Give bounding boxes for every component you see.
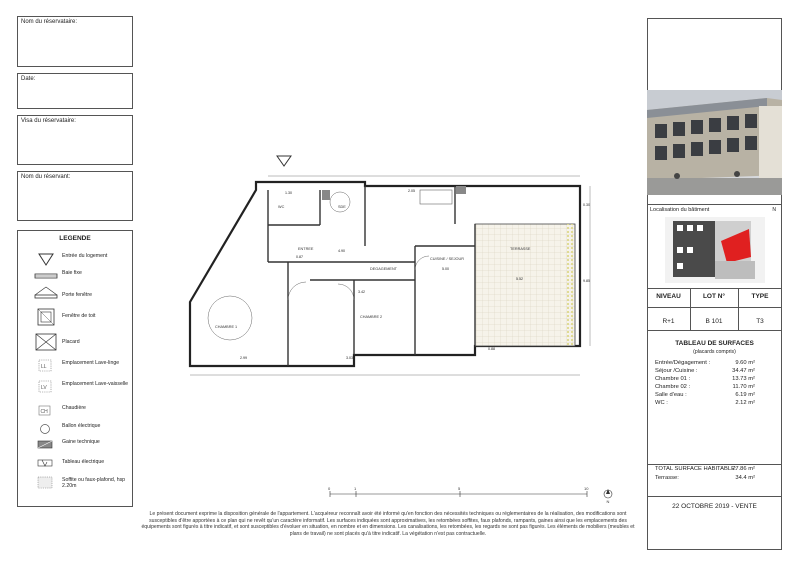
value-lot: B 101 xyxy=(705,318,723,325)
total-value: 77.86 m² xyxy=(732,466,755,472)
surface-value: 9.60 m² xyxy=(735,360,755,366)
terrace-value: 34.4 m² xyxy=(735,475,755,481)
reservant-name-label: Nom du réservant: xyxy=(21,174,71,180)
surface-label: Chambre 01 : xyxy=(655,376,691,382)
legend-item-french-door xyxy=(18,285,132,305)
room-wc: WC xyxy=(278,205,285,209)
room-sejour: CUISINE / SEJOUR xyxy=(430,257,464,261)
room-entree: ENTREE xyxy=(298,247,314,251)
surface-label: Salle d'eau : xyxy=(655,392,687,398)
closet-icon xyxy=(34,333,58,351)
legend-label: Porte fenêtre xyxy=(62,292,92,298)
surface-value: 6.19 m² xyxy=(735,392,755,398)
header-niveau: NIVEAU xyxy=(656,293,681,300)
location-section xyxy=(647,204,782,288)
location-map xyxy=(665,217,765,283)
room-terrasse: TERRASSE xyxy=(510,247,531,251)
surface-label: Séjour /Cuisine : xyxy=(655,368,698,374)
legend-item-electrical-panel xyxy=(18,457,132,477)
legend-label: Tableau électrique xyxy=(62,459,105,465)
legend-panel xyxy=(17,230,133,507)
divider xyxy=(647,307,782,308)
dim-label: 2.99 xyxy=(240,356,247,360)
duct-block xyxy=(322,190,330,200)
north-label: N xyxy=(606,499,610,504)
date-line: 22 OCTOBRE 2019 - VENTE xyxy=(672,503,757,510)
surfaces-subtitle: (placards compris) xyxy=(693,349,736,355)
terrace-row xyxy=(655,475,765,481)
svg-text:LV: LV xyxy=(41,385,47,391)
scale-label: 1 xyxy=(354,486,357,491)
divider xyxy=(647,464,782,465)
dim-label: 0.30 xyxy=(583,203,590,207)
svg-text:CH: CH xyxy=(40,409,48,415)
legend-label: Gaine technique xyxy=(62,439,100,445)
room-degagement: DEGAGEMENT xyxy=(370,267,398,271)
surface-row xyxy=(655,392,765,400)
duct-block xyxy=(456,186,466,194)
date-label: Date: xyxy=(21,76,36,82)
dim-label: 0.88 xyxy=(488,347,495,351)
svg-text:LL: LL xyxy=(41,364,47,370)
surface-value: 34.47 m² xyxy=(732,368,755,374)
total-label: TOTAL SURFACE HABITABLE: xyxy=(655,466,737,472)
disclaimer-text: Le présent document exprime la disposition générale de l'appartement. L'acquéreur reconnaît avoir été informé qu'en fonction des nécessités techniques ou réglementaires de la réalisation, des modifications sont susceptibles d'être apportées à ce plan qui ne revêt qu'un caractère informatif. Les surfaces indiquées sont approximatives, les retombées soffites, faux plafonds, rampants, gaines ainsi que les emplacements des équipements sont figurés à titre indicatif, et sont susceptibles d'évoluer en situation, en nombre et en dimensions. Les canalisations, les retombées, les regards ne sont pas figurés. Les éléments de mobiliers (meubles et plans de travail) ne sont placés qu'à titre indicatif. La végétation n'est pas contractuelle. xyxy=(141,511,635,537)
surface-row xyxy=(655,400,765,408)
value-niveau: R+1 xyxy=(662,318,675,325)
legend-label: Soffite ou faux-plafond, hsp 2.20m xyxy=(62,477,126,490)
north-icon: N xyxy=(772,207,776,213)
building-photo xyxy=(647,90,782,195)
surface-row xyxy=(655,384,765,392)
reservant-name-box[interactable] xyxy=(17,171,133,221)
french-door-icon xyxy=(34,285,58,303)
roof-window-icon xyxy=(34,308,58,326)
dim-label: 3.03 xyxy=(346,356,353,360)
terrace-area xyxy=(475,224,575,346)
scale-label: 0 xyxy=(328,486,331,491)
dim-label: 4.90 xyxy=(338,249,345,253)
value-type: T3 xyxy=(756,318,764,325)
dim-label: 0.87 xyxy=(296,255,303,259)
room-sde: SDE xyxy=(338,205,346,209)
scale-label: 10 xyxy=(584,486,589,491)
scale-label: 5 xyxy=(458,486,461,491)
legend-title: LEGENDE xyxy=(59,235,91,242)
reservataire-name-box[interactable] xyxy=(17,16,133,67)
divider xyxy=(647,496,782,497)
dim-label: 5.00 xyxy=(442,267,449,271)
surface-row xyxy=(655,376,765,384)
scale-bar xyxy=(322,484,622,504)
legend-label: Fenêtre de toit xyxy=(62,313,96,319)
technical-duct-icon xyxy=(34,437,58,455)
surface-value: 13.73 m² xyxy=(732,376,755,382)
fixed-window-icon xyxy=(34,268,58,286)
visa-box[interactable] xyxy=(17,115,133,165)
header-type: TYPE xyxy=(751,293,769,300)
header-lot: LOT N° xyxy=(702,293,726,300)
legend-label: Placard xyxy=(62,339,80,345)
north-arrow-icon xyxy=(604,489,612,504)
washing-machine-icon xyxy=(34,358,58,376)
legend-item-washing-machine xyxy=(18,358,132,378)
floor-plan xyxy=(170,150,610,400)
room-chambre-2: CHAMBRE 2 xyxy=(360,315,383,319)
reservataire-name-label: Nom du réservataire: xyxy=(21,19,78,25)
surface-row xyxy=(655,360,765,368)
entry-marker xyxy=(277,156,291,166)
legend-label: Ballon électrique xyxy=(62,423,101,429)
electrical-panel-icon xyxy=(34,457,58,475)
surface-row xyxy=(655,368,765,376)
dim-label: 1.30 xyxy=(285,191,292,195)
dim-label: 3.42 xyxy=(358,290,365,294)
legend-label: Baie fixe xyxy=(62,270,82,276)
surfaces-title: TABLEAU DE SURFACES xyxy=(675,340,754,347)
visa-label: Visa du réservataire: xyxy=(21,118,76,124)
dim-label: 2.05 xyxy=(408,189,415,193)
surface-label: WC : xyxy=(655,400,668,406)
legend-item-dishwasher xyxy=(18,379,132,399)
dishwasher-icon xyxy=(34,379,58,397)
legend-label: Emplacement Lave-vaisselle xyxy=(62,381,129,387)
terrace-label: Terrasse: xyxy=(655,475,679,481)
terrace-vegetation xyxy=(566,224,575,346)
boiler-icon xyxy=(34,403,58,421)
legend-item-boiler xyxy=(18,403,132,423)
divider xyxy=(647,288,782,289)
divider xyxy=(647,330,782,331)
legend-label: Entrée du logement xyxy=(62,253,108,259)
total-row xyxy=(655,466,765,472)
triangle-entry-icon xyxy=(34,251,58,269)
legend-item-technical-duct xyxy=(18,437,132,457)
surface-value: 2.12 m² xyxy=(735,400,755,406)
surface-label: Chambre 02 : xyxy=(655,384,691,390)
legend-item-roof-window xyxy=(18,308,132,328)
dim-label: 9.85 xyxy=(583,279,590,283)
soffit-icon xyxy=(34,475,58,493)
surface-label: Entrée/Dégagement : xyxy=(655,360,711,366)
date-box[interactable] xyxy=(17,73,133,109)
location-title: Localisation du bâtiment xyxy=(650,207,710,213)
legend-item-soffit xyxy=(18,475,132,495)
room-chambre-1: CHAMBRE 1 xyxy=(215,325,238,329)
dim-label: 5.52 xyxy=(516,277,523,281)
legend-item-closet xyxy=(18,333,132,353)
building-rendering-image xyxy=(647,90,782,195)
legend-label: Chaudière xyxy=(62,405,86,411)
surface-value: 11.70 m² xyxy=(732,384,755,390)
legend-label: Emplacement Lave-linge xyxy=(62,360,120,366)
